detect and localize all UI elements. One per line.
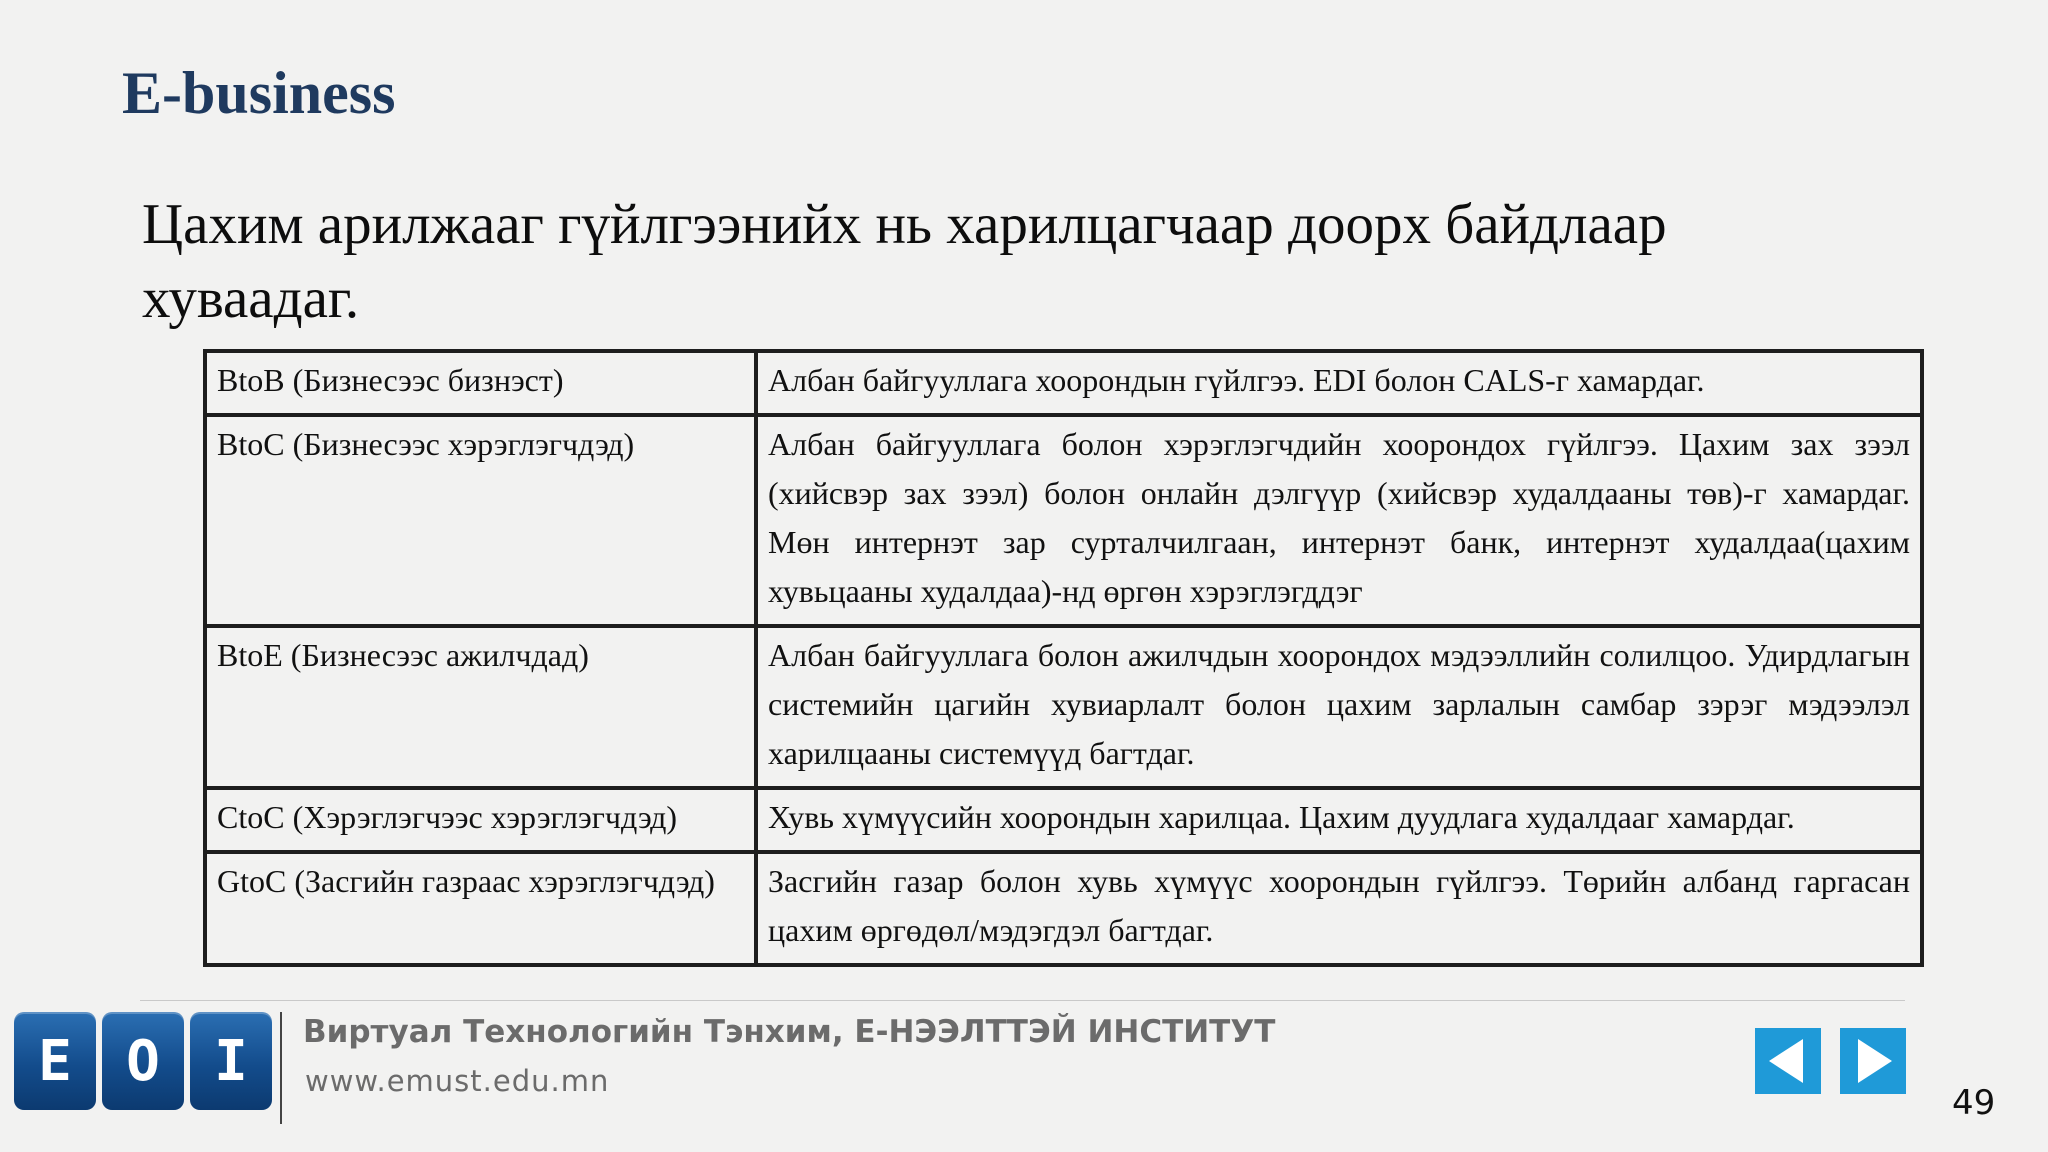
table-row bbox=[205, 415, 1922, 626]
org-url[interactable]: www.emust.edu.mn bbox=[305, 1064, 610, 1098]
triangle-left-icon bbox=[1769, 1039, 1803, 1083]
row-type-btoe: BtoE (Бизнесээс ажилчдад) bbox=[205, 626, 756, 788]
row-description-btoe: Албан байгууллага болон ажилчдын хоорондох мэдээллийн солилцоо. Удирдлагын системийн цагийн хувиарлалт болон цахим зарлалын самбар зэрэг мэдээлэл харилцааны системүүд багтдаг. bbox=[756, 626, 1922, 788]
ebusiness-types-table bbox=[203, 349, 1924, 967]
table-row bbox=[205, 626, 1922, 788]
org-name: Виртуал Технологийн Тэнхим, Е-НЭЭЛТТЭЙ ИНСТИТУТ bbox=[303, 1014, 1276, 1050]
logo-letter-i: I bbox=[190, 1012, 272, 1110]
intro-text: Цахим арилжааг гүйлгээнийх нь харилцагчаар доорх байдлаар хуваадаг. bbox=[142, 193, 1667, 330]
table-row bbox=[205, 852, 1922, 965]
row-description-btoc: Албан байгууллага болон хэрэглэгчдийн хоорондох гүйлгээ. Цахим зах зээл (хийсвэр зах зээл) болон онлайн дэлгүүр (хийсвэр худалдааны төв)-г хамардаг. Мөн интернэт зар сурталчилгаан, интернэт банк, интернэт худалдаа(цахим хувьцааны худалдаа)-нд өргөн хэрэглэгддэг bbox=[756, 415, 1922, 626]
next-slide-button[interactable] bbox=[1840, 1028, 1906, 1094]
table-row bbox=[205, 788, 1922, 852]
logo-letter-e: E bbox=[14, 1012, 96, 1110]
logo-letter-o: O bbox=[102, 1012, 184, 1110]
footer-divider bbox=[140, 1000, 1905, 1001]
row-type-ctoc: CtoC (Хэрэглэгчээс хэрэглэгчдэд) bbox=[205, 788, 756, 852]
row-type-gtoc: GtoC (Засгийн газраас хэрэглэгчдэд) bbox=[205, 852, 756, 965]
row-description-ctoc: Хувь хүмүүсийн хоорондын харилцаа. Цахим дуудлага худалдааг хамардаг. bbox=[756, 788, 1922, 852]
row-description-gtoc: Засгийн газар болон хувь хүмүүс хоорондын гүйлгээ. Төрийн албанд гаргасан цахим өргөдөл/мэдэгдэл багтдаг. bbox=[756, 852, 1922, 965]
eoi-logo bbox=[14, 1012, 272, 1110]
triangle-right-icon bbox=[1858, 1039, 1892, 1083]
logo-divider bbox=[280, 1012, 282, 1124]
row-type-btoc: BtoC (Бизнесээс хэрэглэгчдэд) bbox=[205, 415, 756, 626]
slide-title: E-business bbox=[122, 60, 396, 126]
row-description-btob: Албан байгууллага хоорондын гүйлгээ. EDI болон CALS-г хамардаг. bbox=[756, 351, 1922, 415]
page-number: 49 bbox=[1952, 1083, 1996, 1123]
row-type-btob: BtoB (Бизнесээс бизнэст) bbox=[205, 351, 756, 415]
previous-slide-button[interactable] bbox=[1755, 1028, 1821, 1094]
table-row bbox=[205, 351, 1922, 415]
